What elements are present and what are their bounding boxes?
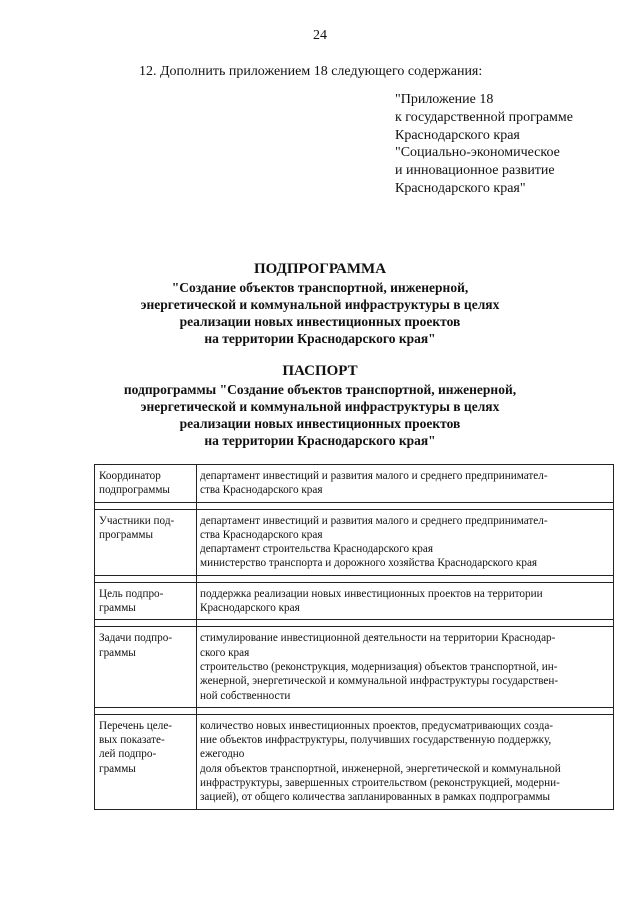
subprogram-title: ПОДПРОГРАММА [253, 261, 387, 277]
value-line: женерной, энергетической и коммунальной инфраструктуры государствен- [200, 675, 559, 688]
value-line: департамент инвестиций и развития малого и среднего предпринимател- [200, 514, 548, 527]
value-line: ства Краснодарского края [200, 484, 323, 497]
value-line: ной собственности [200, 689, 291, 702]
row-value-tasks [197, 627, 614, 707]
label-line: лей подпро- [99, 748, 157, 761]
label-line: Задачи подпро- [99, 632, 173, 645]
row-label-participants [95, 509, 197, 575]
table-row [95, 714, 614, 809]
label-line: граммы [99, 762, 136, 775]
row-value-participants [197, 509, 614, 575]
row-value-coordinator [197, 465, 614, 503]
value-line: министерство транспорта и дорожного хозяйства Краснодарского края [200, 557, 538, 570]
row-label-tasks [95, 627, 197, 707]
row-spacer [95, 620, 614, 627]
appendix-line: к государственной программе [395, 109, 573, 125]
row-label-coordinator [95, 465, 197, 503]
subprogram-name-line: на территории Краснодарского края" [204, 331, 436, 346]
value-line: инфраструктуры, завершенных строительством (реконструкцией, модерни- [200, 777, 560, 790]
passport-name-line: подпрограммы "Создание объектов транспортной, инженерной, [123, 382, 517, 397]
label-line: Перечень целе- [99, 719, 173, 732]
passport-name-line: на территории Краснодарского края" [204, 433, 436, 448]
row-value-indicators [197, 714, 614, 809]
table-row [95, 627, 614, 707]
passport-table [94, 464, 614, 810]
value-line: строительство (реконструкция, модернизация) объектов транспортной, ин- [200, 660, 558, 673]
label-line: граммы [99, 602, 136, 615]
value-line: Краснодарского края [200, 602, 300, 615]
appendix-header [395, 91, 573, 198]
row-spacer [95, 575, 614, 582]
value-line: стимулирование инвестиционной деятельности на территории Краснодар- [200, 632, 556, 645]
subprogram-heading [0, 259, 640, 347]
value-line: зацией), от общего количества запланированных в рамках подпрограммы [200, 791, 551, 804]
page-number: 24 [313, 28, 327, 43]
table-row [95, 509, 614, 575]
appendix-line: Краснодарского края" [395, 180, 526, 196]
table-row [95, 582, 614, 620]
label-line: Цель подпро- [99, 587, 164, 600]
appendix-line: "Приложение 18 [395, 92, 494, 107]
table-row [95, 465, 614, 503]
value-line: ства Краснодарского края [200, 528, 323, 541]
value-line: поддержка реализации новых инвестиционных проектов на территории [200, 587, 543, 600]
value-line: департамент строительства Краснодарского края [200, 543, 433, 556]
row-label-indicators [95, 714, 197, 809]
label-line: граммы [99, 646, 136, 659]
row-value-goal [197, 582, 614, 620]
subprogram-name-line: реализации новых инвестиционных проектов [179, 314, 461, 329]
subprogram-name-line: энергетической и коммунальной инфраструктуры в целях [140, 297, 500, 312]
value-line: департамент инвестиций и развития малого и среднего предпринимател- [200, 470, 548, 482]
label-line: вых показате- [99, 734, 165, 747]
label-line: подпрограммы [99, 484, 170, 497]
value-line: доля объектов транспортной, инженерной, энергетической и коммунальной [200, 762, 561, 775]
subprogram-name-line: "Создание объектов транспортной, инженерной, [171, 280, 469, 295]
label-line: Координатор [99, 470, 161, 482]
value-line: ежегодно [200, 748, 245, 761]
appendix-line: и инновационное развитие [395, 163, 555, 179]
value-line: ние объектов инфраструктуры, получивших государственную поддержку, [200, 734, 552, 747]
label-line: программы [99, 528, 153, 541]
row-label-goal [95, 582, 197, 620]
appendix-line: "Социально-экономическое [395, 145, 560, 161]
passport-name-line: энергетической и коммунальной инфраструктуры в целях [140, 399, 500, 414]
row-spacer [95, 707, 614, 714]
appendix-line: Краснодарского края [395, 127, 520, 143]
row-spacer [95, 502, 614, 509]
passport-name-line: реализации новых инвестиционных проектов [179, 416, 461, 431]
passport-title: ПАСПОРТ [282, 363, 358, 379]
value-line: ского края [200, 646, 250, 659]
value-line: количество новых инвестиционных проектов, предусматривающих созда- [200, 719, 554, 732]
label-line: Участники под- [99, 514, 175, 527]
amendment-intro: 12. Дополнить приложением 18 следующего содержания: [139, 64, 483, 79]
passport-heading [0, 361, 640, 449]
